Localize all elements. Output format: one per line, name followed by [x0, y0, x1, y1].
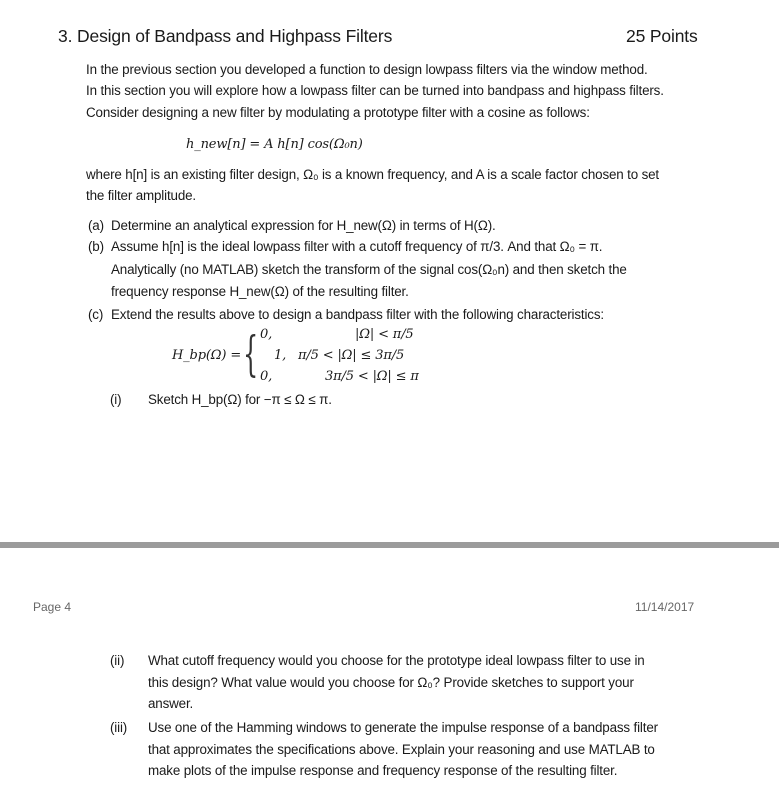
brace: { — [243, 326, 259, 382]
part-iii-line: that approximates the specifications above. Explain your reasoning and use MATLAB to — [148, 742, 655, 757]
equation: h_new[n] = A h[n] cos(Ω₀n) — [186, 137, 363, 152]
case-value: 1, — [274, 348, 287, 363]
case-condition: |Ω| < π/5 — [355, 327, 414, 342]
part-i-text: Sketch H_bp(Ω) for −π ≤ Ω ≤ π. — [148, 392, 332, 407]
part-i-label: (i) — [110, 392, 122, 407]
intro-line: In this section you will explore how a lowpass filter can be turned into bandpass and highpass filters. — [86, 83, 664, 98]
case-condition: π/5 < |Ω| ≤ 3π/5 — [298, 348, 405, 363]
part-b-label: (b) — [88, 239, 104, 254]
case-value: 0, — [260, 327, 273, 342]
case-value: 0, — [260, 369, 273, 384]
case-condition: 3π/5 < |Ω| ≤ π — [325, 369, 419, 384]
part-iii-line: make plots of the impulse response and frequency response of the resulting filter. — [148, 763, 618, 778]
section-title: 3. Design of Bandpass and Highpass Filters — [58, 26, 393, 46]
part-ii-line: What cutoff frequency would you choose for the prototype ideal lowpass filter to use in — [148, 653, 645, 668]
piecewise-lhs: H_bp(Ω) = — [172, 348, 242, 363]
part-c-label: (c) — [88, 307, 104, 322]
intro-line: In the previous section you developed a function to design lowpass filters via the window method. — [86, 62, 648, 77]
part-b-line: Analytically (no MATLAB) sketch the transform of the signal cos(Ω₀n) and then sketch the — [111, 262, 627, 277]
points-label: 25 Points — [626, 26, 698, 46]
where-line: where h[n] is an existing filter design, Ω₀ is a known frequency, and A is a scale factor chosen to set — [86, 167, 660, 182]
page-number: Page 4 — [33, 600, 72, 614]
part-ii-label: (ii) — [110, 653, 125, 668]
where-line: the filter amplitude. — [86, 188, 196, 203]
part-iii-line: Use one of the Hamming windows to generate the impulse response of a bandpass filter — [148, 720, 658, 735]
part-ii-line: this design? What value would you choose for Ω₀? Provide sketches to support your — [148, 675, 634, 690]
part-b-line: frequency response H_new(Ω) of the resulting filter. — [111, 284, 409, 299]
part-c-text: Extend the results above to design a bandpass filter with the following characteristics: — [111, 307, 604, 322]
page-break — [0, 542, 779, 548]
part-ii-line: answer. — [148, 696, 194, 711]
footer-date: 11/14/2017 — [635, 600, 695, 614]
part-a-text: Determine an analytical expression for H_new(Ω) in terms of H(Ω). — [111, 218, 496, 233]
intro-line: Consider designing a new filter by modulating a prototype filter with a cosine as follows: — [86, 105, 590, 120]
part-b-line: Assume h[n] is the ideal lowpass filter with a cutoff frequency of π/3. And that Ω₀ = π. — [111, 239, 603, 254]
part-iii-label: (iii) — [110, 720, 128, 735]
part-a-label: (a) — [88, 218, 104, 233]
